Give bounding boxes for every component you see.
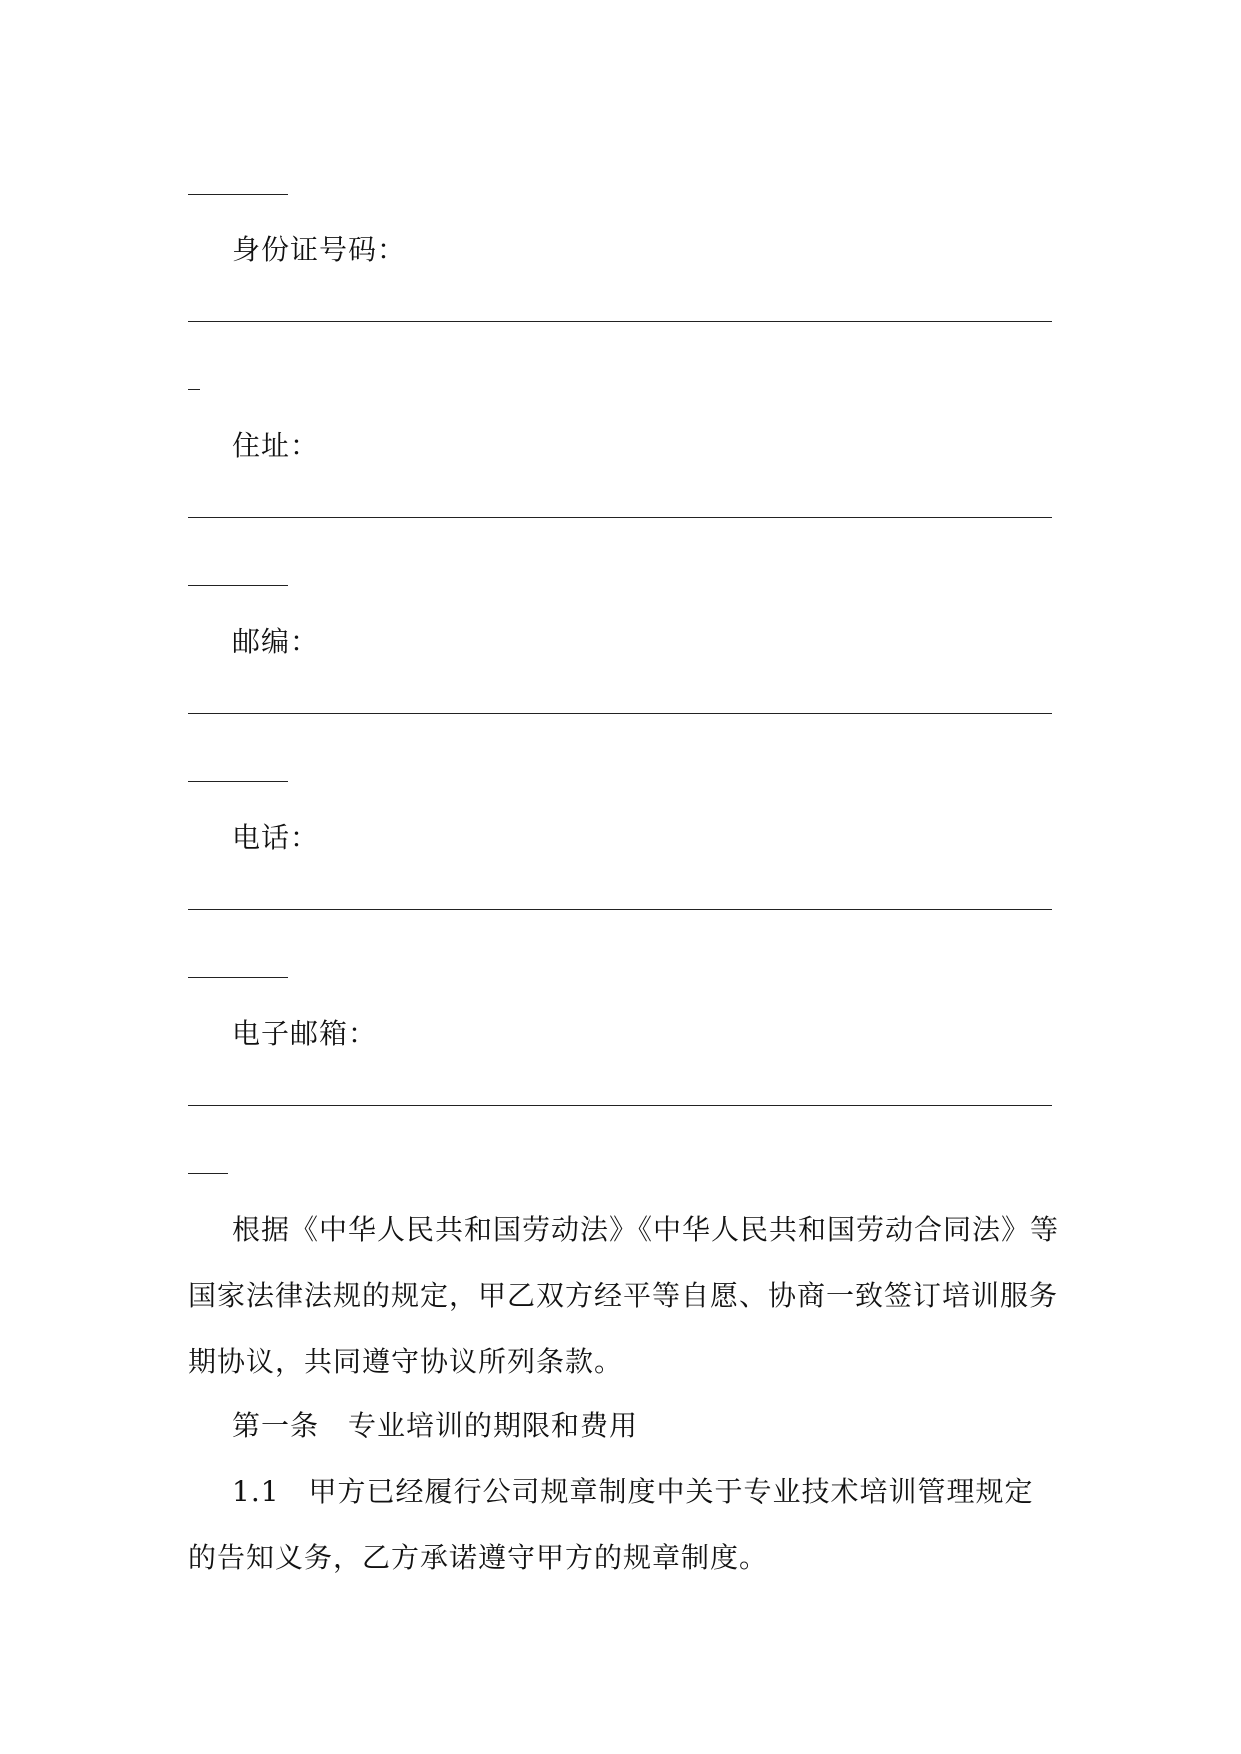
email-blank (188, 1105, 1052, 1106)
phone-label: 电话： (232, 821, 320, 854)
id-number-blank (188, 321, 1052, 322)
clause-1-1-line-2: 的告知义务，乙方承诺遵守甲方的规章制度。 (188, 1541, 769, 1574)
phone-blank (188, 909, 1052, 910)
article-1-title: 第一条 专业培训的期限和费用 (232, 1409, 639, 1442)
id-number-blank-cont (188, 389, 200, 390)
phone-blank-cont (188, 977, 288, 978)
address-label: 住址： (232, 429, 320, 462)
intro-paragraph-line-3: 期协议，共同遵守协议所列条款。 (188, 1345, 624, 1378)
clause-1-1-line-1: 1.1 甲方已经履行公司规章制度中关于专业技术培训管理规定 (232, 1475, 1034, 1508)
email-blank-cont (188, 1173, 228, 1174)
address-blank (188, 517, 1052, 518)
intro-paragraph-line-2: 国家法律法规的规定，甲乙双方经平等自愿、协商一致签订培训服务 (188, 1279, 1059, 1312)
blank-underline (188, 194, 288, 195)
postcode-blank-cont (188, 781, 288, 782)
id-number-label: 身份证号码： (232, 233, 407, 266)
intro-paragraph-line-1: 根据《中华人民共和国劳动法》《中华人民共和国劳动合同法》等 (232, 1213, 1060, 1246)
postcode-label: 邮编： (232, 625, 320, 658)
postcode-blank (188, 713, 1052, 714)
address-blank-cont (188, 585, 288, 586)
email-label: 电子邮箱： (232, 1017, 378, 1050)
